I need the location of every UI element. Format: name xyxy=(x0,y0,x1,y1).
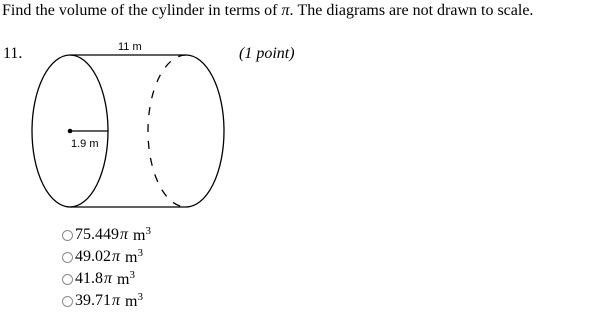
radio-button[interactable] xyxy=(62,252,73,263)
answer-choice[interactable] xyxy=(62,268,151,290)
unit-exponent: 3 xyxy=(137,247,143,259)
radio-button[interactable] xyxy=(62,274,73,285)
unit-text: m xyxy=(125,249,138,266)
question-points: (1 point) xyxy=(239,45,295,62)
prompt-text: Find the volume of the cylinder in terms of xyxy=(2,2,278,19)
choice-value: 41.8 xyxy=(75,270,103,287)
unit-text: m xyxy=(125,293,138,310)
choice-unit xyxy=(117,269,135,289)
unit-text: m xyxy=(133,227,146,244)
unit-exponent: 3 xyxy=(145,225,151,237)
choice-value: 39.71 xyxy=(75,292,111,309)
answer-choice[interactable] xyxy=(62,290,151,312)
question-number: 11. xyxy=(3,45,23,62)
choice-unit xyxy=(133,225,151,245)
choice-unit xyxy=(125,291,143,311)
length-label: 11 m xyxy=(118,41,142,53)
answer-choice[interactable] xyxy=(62,246,151,268)
unit-exponent: 3 xyxy=(129,269,135,281)
prompt-text-end: . The diagrams are not drawn to scale. xyxy=(289,2,534,19)
cylinder-back-face-hidden xyxy=(148,55,186,207)
radio-button[interactable] xyxy=(62,230,73,241)
unit-exponent: 3 xyxy=(137,291,143,303)
answer-choice[interactable] xyxy=(62,224,151,246)
answer-choices xyxy=(62,224,151,312)
pi-symbol: π xyxy=(281,2,290,19)
choice-value: 75.449 xyxy=(75,226,119,243)
cylinder-back-face-visible xyxy=(186,55,224,207)
choice-value: 49.02 xyxy=(75,248,111,265)
center-point xyxy=(68,129,73,134)
pi-symbol: π xyxy=(112,248,121,265)
choice-unit xyxy=(125,247,143,267)
pi-symbol: π xyxy=(112,292,121,309)
radius-label: 1.9 m xyxy=(71,138,99,150)
unit-text: m xyxy=(117,271,130,288)
radio-button[interactable] xyxy=(62,296,73,307)
pi-symbol: π xyxy=(120,226,129,243)
pi-symbol: π xyxy=(104,270,113,287)
